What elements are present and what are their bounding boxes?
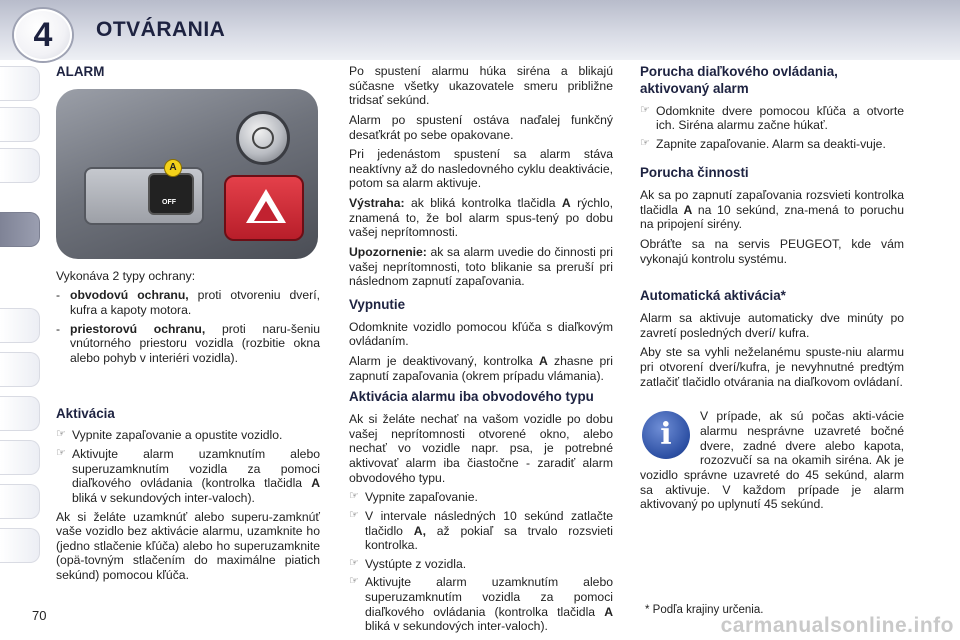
remote-fault-heading: Porucha diaľkového ovládania, aktivovaný alarm [640,64,838,96]
paragraph: Pri jedenástom spustení sa alarm stáva neaktívny až do nasledovného cyklu deaktivácie, potom sa alarm aktivuje. [349,147,613,191]
chapter-title: OTVÁRANIA [96,18,226,41]
activation-note: Ak si želáte uzamknúť alebo superu-zamknúť vaše vozidlo bez aktivácie alarmu, uzamknite ho (jedno stlačenie kľúča) alebo ho superuzamknite (opä-tovným stlačením do maximálne piatich sekúnd) pomocou kľúča. [56,509,320,583]
chapter-tab-strip [0,60,40,640]
list-item: ☞ V intervale následných 10 sekúnd zatlačte tlačidlo A, až pokiaľ sa trvalo rozsvieti kontrolka. [349,508,613,553]
chapter-tab-active[interactable] [0,212,40,247]
chapter-number: 4 [33,15,53,54]
paragraph: Alarm je deaktivovaný, kontrolka A zhasne pri zapnutí zapaľovania (okrem prípadu vlámania). [349,354,613,383]
deactivation-heading: Vypnutie [349,296,406,312]
callout-a-badge: A [164,159,182,177]
list-item: ☞ Vypnite zapaľovanie a opustite vozidlo. [56,428,283,443]
chapter-tab[interactable] [0,107,40,142]
off-label: OFF [162,198,176,206]
chapter-tab[interactable] [0,396,40,431]
protection-item: - obvodovú ochranu, proti otvoreniu dverí, kufra a kapoty motora. [56,288,320,318]
pointing-hand-icon: ☞ [56,446,66,459]
chapter-tab[interactable] [0,440,40,475]
pointing-hand-icon: ☞ [349,490,359,503]
chapter-tab[interactable] [0,66,40,101]
hazard-button-icon [224,175,304,241]
list-item: ☞ Aktivujte alarm uzamknutím alebo superuzamknutím vozidla za pomoci diaľkového ovládania (kontrolka tlačidla A bliká v sekundových inter-valoch). [56,446,320,505]
list-item: ☞ Zapnite zapaľovanie. Alarm sa deakti-vuje. [640,136,886,151]
footnote: * Podľa krajiny určenia. [645,604,764,616]
chapter-tab[interactable] [0,352,40,387]
protection-item: - priestorovú ochranu, proti naru-šeniu vnútorného priestoru vozidla (rozbitie okna alebo pohyb v interiéri vozidla). [56,321,320,365]
pointing-hand-icon: ☞ [56,428,66,441]
list-item: ☞ Vystúpte z vozidla. [349,556,467,571]
malfunction-heading: Porucha činnosti [640,165,749,181]
pointing-hand-icon: ☞ [640,103,650,116]
alarm-controls-photo [56,89,318,259]
perimeter-heading: Aktivácia alarmu iba obvodového typu [349,389,594,405]
pointing-hand-icon: ☞ [640,136,650,149]
warning-paragraph: Výstraha: ak bliká kontrolka tlačidla A rýchlo, znamená to, že bol alarm spus-tený po dobu vašej neprítomnosti. [349,196,613,240]
alarm-off-button-icon [148,173,194,215]
alarm-heading: ALARM [56,64,105,79]
info-box [640,409,904,511]
chapter-tab[interactable] [0,484,40,519]
list-item: ☞ Aktivujte alarm uzamknutím alebo superuzamknutím vozidla za pomoci diaľkového ovládania (kontrolka tlačidla A bliká v sekundových inter-valoch). [349,575,613,634]
chapter-badge [14,9,72,61]
note-paragraph: Upozornenie: ak sa alarm uvedie do činnosti pri vašej neprítomnosti, toto blikanie sa preruší pri následnom zapnutí zapaľovania. [349,245,613,289]
column-left [56,64,320,588]
watermark: carmanualsonline.info [720,613,954,637]
list-item: ☞ Odomknite dvere pomocou kľúča a otvorte ich. Siréna alarmu začne húkať. [640,103,904,133]
pointing-hand-icon: ☞ [349,508,359,521]
list-item: ☞ Vypnite zapaľovanie. [349,490,478,505]
chapter-tab[interactable] [0,308,40,343]
chapter-tab[interactable] [0,528,40,563]
paragraph: Alarm po spustení ostáva naďalej funkčný desaťkrát po sebe opakovane. [349,112,613,142]
protection-intro: Vykonáva 2 typy ochrany: [56,268,196,283]
page-number: 70 [32,608,47,623]
paragraph: Ak si želáte nechať na vašom vozidle po dobu vašej neprítomnosti otvorené okno, alebo nechať vo vozidle napr. psa, je potrebné aktivovať alarm iba čiastočne - zaradiť alarm obvodového typu. [349,412,613,485]
column-middle [349,64,613,638]
column-right [640,64,904,517]
paragraph: Odomknite vozidlo pomocou kľúča s diaľkovým ovládaním. [349,319,613,349]
info-text: V prípade, ak sú počas akti-vácie alarmu nesprávne uzavreté bočné dvere, zadné dvere alebo kapota, rozozvučí sa na okamih siréna. Ak je vozidlo správne uzavreté do 45 sekúnd, alarm sa aktivuje. V každom prípade je alarm aktivovaný po uplynutí 45 sekúnd. [640,409,904,512]
info-icon: i [642,411,690,459]
paragraph: Ak sa po zapnutí zapaľovania rozsvieti kontrolka tlačidla A na 10 sekúnd, zna-mená to poruchu na pripojení sirény. [640,188,904,232]
paragraph: Aby ste sa vyhli neželanému spuste-niu alarmu pri otvorení dverí/kufra, je nevyhnutné predtým zatlačiť tlačidlo otvárania na diaľkovom ovládaní. [640,345,904,389]
paragraph: Alarm sa aktivuje automaticky dve minúty po zavretí posledných dverí/ kufra. [640,311,904,340]
activation-heading: Aktivácia [56,405,115,421]
paragraph: Po spustení alarmu húka siréna a blikajú súčasne všetky ukazovatele smeru približne tridsať sekúnd. [349,64,613,108]
auto-activation-heading: Automatická aktivácia* [640,288,786,304]
pointing-hand-icon: ☞ [349,556,359,569]
pointing-hand-icon: ☞ [349,575,359,588]
paragraph: Obráťte sa na servis PEUGEOT, kde vám vykonajú kontrolu systému. [640,237,904,266]
ventilation-knob-icon [236,111,290,165]
chapter-tab[interactable] [0,148,40,183]
